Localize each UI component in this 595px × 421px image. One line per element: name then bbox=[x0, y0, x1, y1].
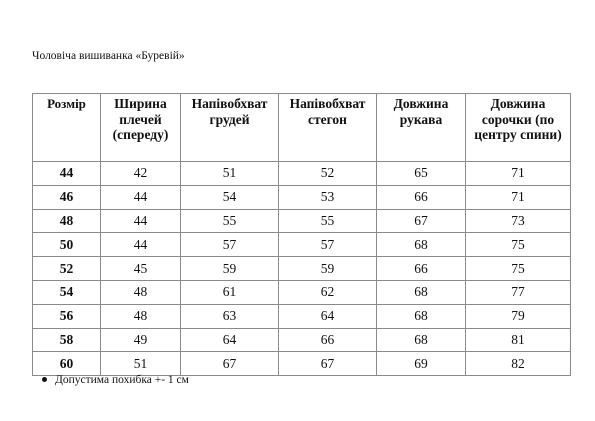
cell-shoulder-width: 49 bbox=[101, 328, 181, 352]
cell-half-hips: 53 bbox=[279, 185, 377, 209]
header-half-hips: Напівобхват стегон bbox=[279, 94, 377, 162]
cell-sleeve-length: 68 bbox=[377, 233, 466, 257]
table-header-row bbox=[33, 94, 571, 162]
table-row bbox=[33, 257, 571, 281]
cell-half-chest: 61 bbox=[181, 280, 279, 304]
cell-shoulder-width: 44 bbox=[101, 209, 181, 233]
cell-sleeve-length: 65 bbox=[377, 162, 466, 186]
cell-half-chest: 54 bbox=[181, 185, 279, 209]
header-half-chest: Напівобхват грудей bbox=[181, 94, 279, 162]
cell-sleeve-length: 68 bbox=[377, 304, 466, 328]
table-row bbox=[33, 328, 571, 352]
cell-shirt-length: 75 bbox=[466, 257, 571, 281]
cell-sleeve-length: 67 bbox=[377, 209, 466, 233]
table-row bbox=[33, 280, 571, 304]
cell-size: 46 bbox=[33, 185, 101, 209]
cell-shoulder-width: 45 bbox=[101, 257, 181, 281]
cell-shoulder-width: 48 bbox=[101, 280, 181, 304]
cell-shirt-length: 77 bbox=[466, 280, 571, 304]
cell-half-hips: 67 bbox=[279, 352, 377, 376]
cell-shirt-length: 71 bbox=[466, 162, 571, 186]
cell-sleeve-length: 66 bbox=[377, 185, 466, 209]
header-sleeve-length: Довжина рукава bbox=[377, 94, 466, 162]
tolerance-note-text: Допустима похибка +- 1 см bbox=[55, 374, 189, 386]
cell-shoulder-width: 44 bbox=[101, 185, 181, 209]
header-shoulder-width: Ширина плечей (спереду) bbox=[101, 94, 181, 162]
cell-half-chest: 67 bbox=[181, 352, 279, 376]
cell-size: 58 bbox=[33, 328, 101, 352]
cell-size: 52 bbox=[33, 257, 101, 281]
bullet-icon bbox=[42, 377, 47, 382]
cell-sleeve-length: 66 bbox=[377, 257, 466, 281]
header-shirt-length: Довжина сорочки (по центру спини) bbox=[466, 94, 571, 162]
cell-size: 44 bbox=[33, 162, 101, 186]
cell-sleeve-length: 69 bbox=[377, 352, 466, 376]
cell-half-hips: 52 bbox=[279, 162, 377, 186]
cell-shirt-length: 81 bbox=[466, 328, 571, 352]
cell-half-chest: 51 bbox=[181, 162, 279, 186]
cell-half-hips: 66 bbox=[279, 328, 377, 352]
cell-shirt-length: 82 bbox=[466, 352, 571, 376]
table-row bbox=[33, 185, 571, 209]
cell-size: 60 bbox=[33, 352, 101, 376]
cell-size: 50 bbox=[33, 233, 101, 257]
cell-half-chest: 59 bbox=[181, 257, 279, 281]
cell-half-hips: 55 bbox=[279, 209, 377, 233]
cell-shirt-length: 79 bbox=[466, 304, 571, 328]
cell-size: 56 bbox=[33, 304, 101, 328]
table-row bbox=[33, 304, 571, 328]
cell-shoulder-width: 51 bbox=[101, 352, 181, 376]
tolerance-note bbox=[42, 374, 189, 386]
cell-half-hips: 57 bbox=[279, 233, 377, 257]
cell-size: 54 bbox=[33, 280, 101, 304]
table-row bbox=[33, 209, 571, 233]
cell-sleeve-length: 68 bbox=[377, 280, 466, 304]
header-size: Розмір bbox=[33, 94, 101, 162]
table-row bbox=[33, 233, 571, 257]
cell-half-chest: 57 bbox=[181, 233, 279, 257]
cell-half-hips: 64 bbox=[279, 304, 377, 328]
cell-half-chest: 63 bbox=[181, 304, 279, 328]
cell-shirt-length: 75 bbox=[466, 233, 571, 257]
cell-size: 48 bbox=[33, 209, 101, 233]
cell-sleeve-length: 68 bbox=[377, 328, 466, 352]
table-row bbox=[33, 162, 571, 186]
cell-half-hips: 62 bbox=[279, 280, 377, 304]
cell-shoulder-width: 42 bbox=[101, 162, 181, 186]
cell-shirt-length: 73 bbox=[466, 209, 571, 233]
cell-half-hips: 59 bbox=[279, 257, 377, 281]
size-table bbox=[32, 93, 571, 376]
page-title: Чоловіча вишиванка «Буревій» bbox=[32, 50, 185, 62]
cell-shirt-length: 71 bbox=[466, 185, 571, 209]
cell-shoulder-width: 48 bbox=[101, 304, 181, 328]
cell-shoulder-width: 44 bbox=[101, 233, 181, 257]
cell-half-chest: 64 bbox=[181, 328, 279, 352]
table-row bbox=[33, 352, 571, 376]
cell-half-chest: 55 bbox=[181, 209, 279, 233]
